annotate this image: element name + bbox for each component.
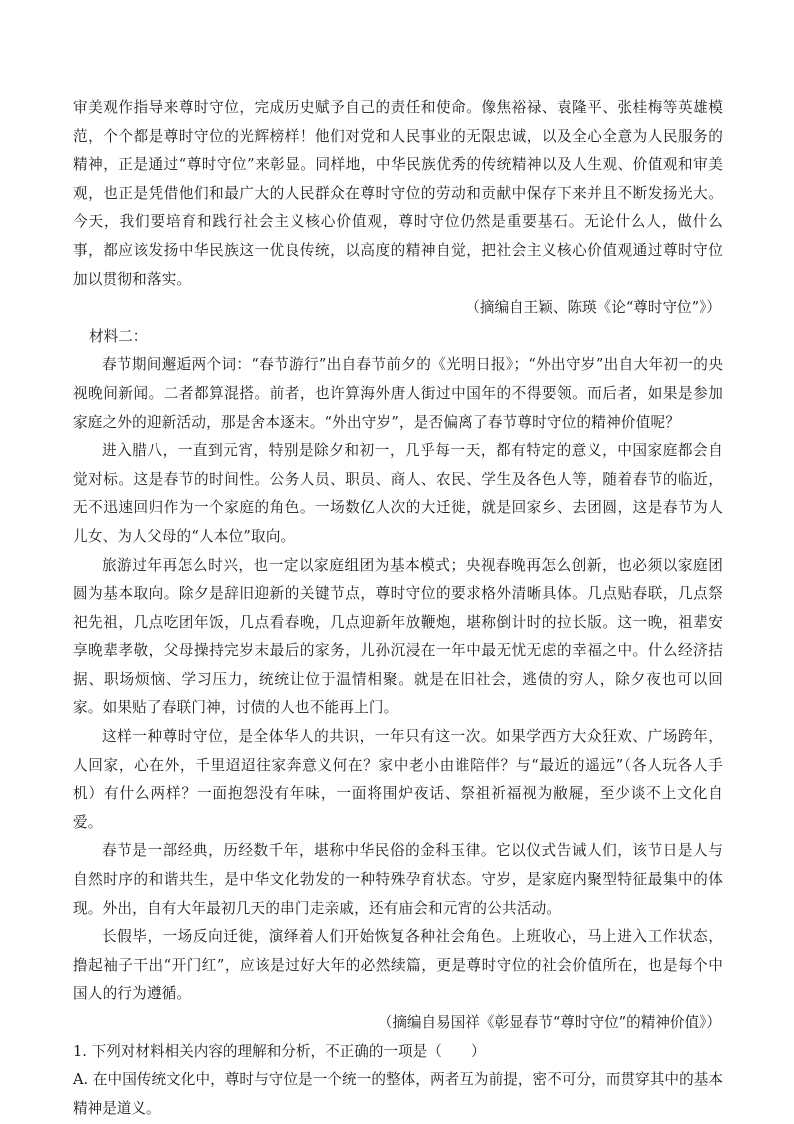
material2-heading: 材料二： (89, 327, 148, 345)
material2-paragraph: 春节是一部经典，历经数千年，堪称中华民俗的金科玉律。它以仪式告诫人们，该节日是人与自然时序的和谐共生，是中华文化勃发的一种特殊孕育状态。守岁，是家庭内聚型特征最集中的体现。外出，自有大年最初几天的串门走亲戚，还有庙会和元宵的公共活动。 (73, 842, 723, 917)
material2-paragraph: 旅游过年再怎么时兴，也一定以家庭组团为基本模式；央视春晚再怎么创新，也必须以家庭团圆为基本取向。除夕是辞旧迎新的关键节点，尊时守位的要求格外清晰具体。几点贴春联，几点祭祀先祖，几点吃团年饭，几点看春晚，几点迎新年放鞭炮，堪称倒计时的拉长版。这一晚，祖辈安享晚辈孝敬，父母操持完岁末最后的家务，儿孙沉浸在一年中最无忧无虑的幸福之中。什么经济拮据、职场烦恼、学习压力，统统让位于温情相聚。就是在旧社会，逃债的穷人，除夕夜也可以回家。如果贴了春联门神，讨债的人也不能再上门。 (73, 556, 723, 717)
material2-paragraph: 长假毕，一场反向迁徙，演绎着人们开始恢复各种社会角色。上班收心，马上进入工作状态，撸起袖子干出“开门红”，应该是过好大年的必然续篇，更是尊时守位的社会价值所在，也是每个中国人的行为遵循。 (73, 928, 723, 1003)
question-option-a: A. 在中国传统文化中，尊时与守位是一个统一的整体，两者互为前提，密不可分，而贯穿其中的基本精神是道义。 (73, 1071, 723, 1117)
material1-source-citation: （摘编自王颖、陈瑛《论“尊时守位”》） (465, 299, 721, 317)
material2-paragraph: 进入腊八，一直到元宵，特别是除夕和初一，几乎每一天，都有特定的意义，中国家庭都会自觉对标。这是春节的时间性。公务人员、职员、商人、农民、学生及各色人等，随着春节的临近，无不迅速回归作为一个家庭的角色。一场数亿人次的大迁徙，就是回家乡、去团圆，这是春节为人儿女、为人父母的“人本位”取向。 (73, 442, 723, 545)
material2-source-citation: （摘编自易国祥《彰显春节“尊时守位”的精神价值》） (377, 1014, 721, 1031)
question-stem: 1. 下列对材料相关内容的理解和分析，不正确的一项是（ ） (73, 1042, 486, 1060)
document-page (73, 94, 723, 1123)
material2-paragraph: 春节期间邂逅两个词：“春节游行”出自春节前夕的《光明日报》；“外出守岁”出自大年初一的央视晚间新闻。二者都算混搭。前者，也许算海外唐人街过中国年的不得要领。而后者，如果是参加家庭之外的迎新活动，那是舍本逐末。“外出守岁”，是否偏离了春节尊时守位的精神价值呢？ (73, 356, 723, 431)
material2-paragraph: 这样一种尊时守位，是全体华人的共识，一年只有这一次。如果学西方大众狂欢、广场跨年，人回家，心在外，千里迢迢往家奔意义何在？家中老小由谁陪伴？与“最近的遥远”（各人玩各人手机）有什么两样？一面抱怨没有年味，一面将围炉夜话、祭祖祈福视为敝屣，至少谈不上文化自爱。 (73, 728, 723, 831)
material1-closing-paragraph: 审美观作指导来尊时守位，完成历史赋予自己的责任和使命。像焦裕禄、袁隆平、张桂梅等英雄模范，个个都是尊时守位的光辉榜样！他们对党和人民事业的无限忠诚，以及全心全意为人民服务的精神，正是通过“尊时守位”来彰显。同样地，中华民族优秀的传统精神以及人生观、价值观和审美观，也正是凭借他们和最广大的人民群众在尊时守位的劳动和贡献中保存下来并且不断发扬光大。今天，我们要培育和践行社会主义核心价值观，尊时守位仍然是重要基石。无论什么人，做什么事，都应该发扬中华民族这一优良传统，以高度的精神自觉，把社会主义核心价值观通过尊时守位加以贯彻和落实。 (73, 99, 723, 288)
